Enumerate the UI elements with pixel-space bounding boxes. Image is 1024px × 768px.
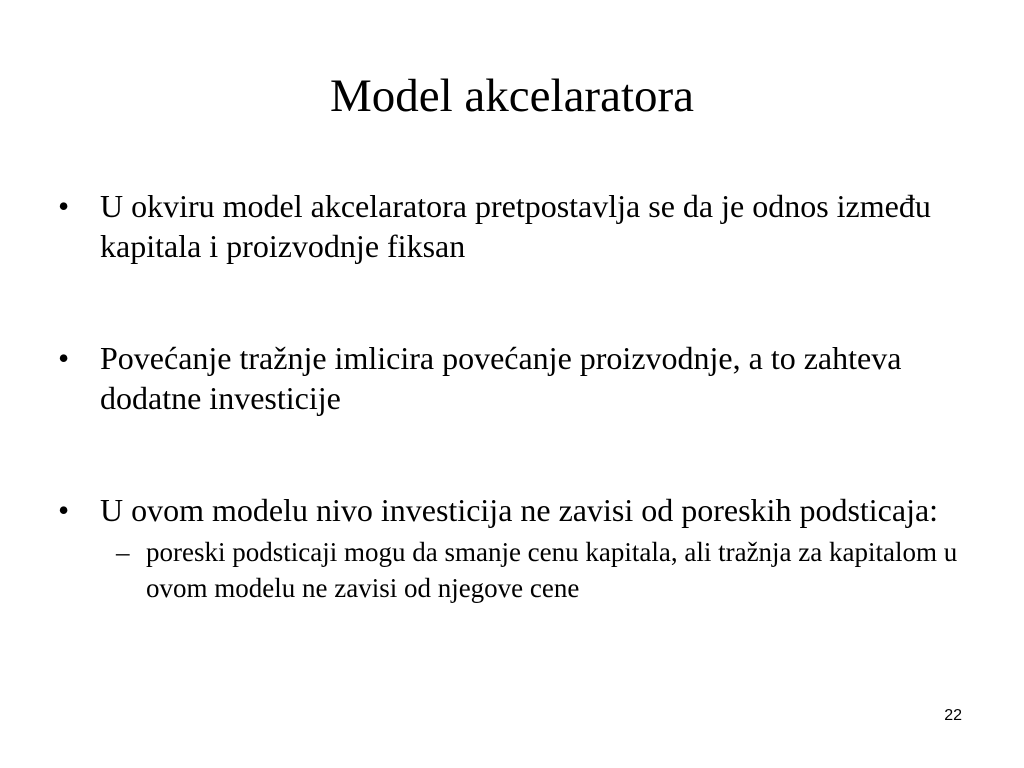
bullet-marker: • xyxy=(58,492,70,528)
bullet-item xyxy=(58,186,978,266)
bullet-text: Povećanje tražnje imlicira povećanje proizvodnje, a to zahteva dodatne investicije xyxy=(100,340,902,416)
page-number: 22 xyxy=(944,707,962,724)
sub-bullet-text: poreski podsticaji mogu da smanje cenu kapitala, ali tražnja za kapitalom u ovom modelu ne zavisi od njegove cene xyxy=(146,537,958,603)
bullet-marker: • xyxy=(58,340,70,376)
bullet-text: U okviru model akcelaratora pretpostavlja se da je odnos između kapitala i proizvodnje fiksan xyxy=(100,188,931,264)
bullet-marker: • xyxy=(58,188,70,224)
sub-bullet-list xyxy=(100,534,978,606)
slide-title: Model akcelaratora xyxy=(329,70,695,122)
sub-bullet-marker: – xyxy=(116,537,130,567)
bullet-item xyxy=(58,490,978,606)
sub-bullet-item xyxy=(100,534,978,606)
bullet-item xyxy=(58,338,978,418)
bullet-list xyxy=(58,186,978,606)
bullet-text: U ovom modelu nivo investicija ne zavisi od poreskih podsticaja: xyxy=(100,492,939,528)
